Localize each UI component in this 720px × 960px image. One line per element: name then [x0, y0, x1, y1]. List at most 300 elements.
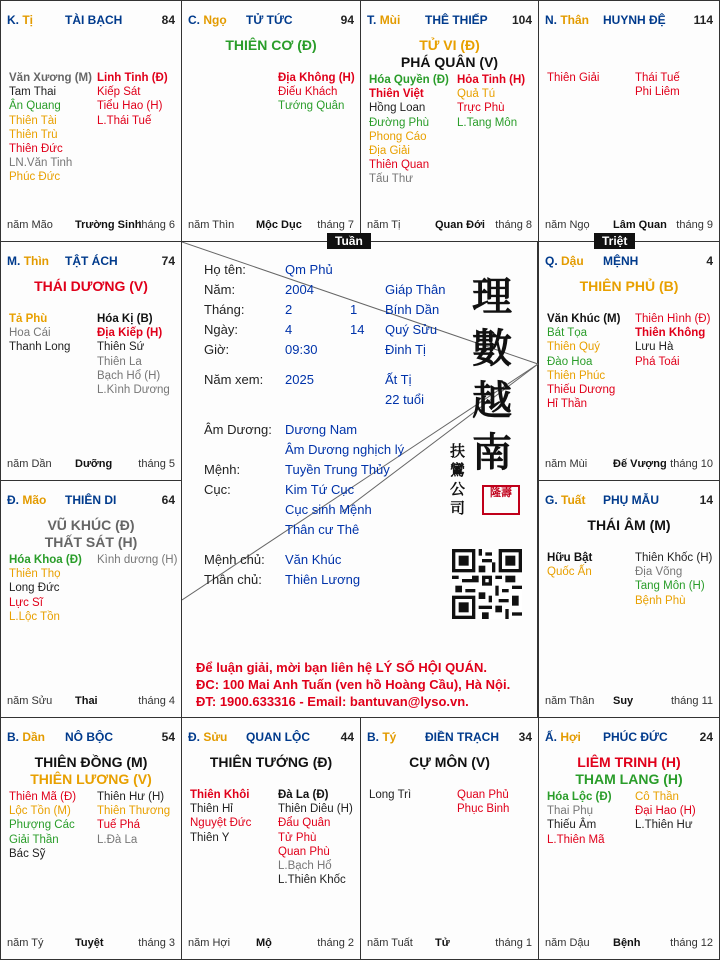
palace-stage: Suy — [613, 695, 634, 707]
minor-stars-left — [190, 788, 251, 845]
palace-name: TỬ TỨC — [246, 13, 293, 27]
palace-number: 44 — [340, 730, 354, 744]
palace-position — [545, 254, 584, 268]
contact-line-1: Để luận giải, mời bạn liên hệ LÝ SỐ HỘI QUÁN. — [196, 660, 487, 675]
menh-label: Mệnh: — [204, 462, 241, 477]
minor-stars-left — [369, 73, 449, 187]
minor-star: L.Thiên Mã — [547, 833, 605, 846]
minor-star: Thiên Sứ — [97, 341, 145, 354]
palace-mui — [360, 0, 539, 242]
palace-pos-letter: K. — [7, 13, 19, 27]
palace-year: năm Dậu — [545, 937, 590, 949]
seal-v3: 公 — [450, 481, 466, 498]
palace-name: MỆNH — [603, 254, 639, 268]
minor-star: Bệnh Phù — [635, 594, 686, 607]
month-can-chi: Bính Dần — [385, 302, 440, 317]
contact-line-2: ĐC: 100 Mai Anh Tuấn (ven hồ Hoàng Cầu), Hà Nội. — [196, 677, 511, 692]
contact-line-3: ĐT: 1900.633316 - Email: bantuvan@lyso.vn. — [196, 694, 469, 709]
palace-pos-letter: B. — [7, 730, 19, 744]
minor-star: Hóa Quyền (Đ) — [369, 74, 449, 86]
palace-pos-letter: T. — [367, 13, 377, 27]
main-star: THÁI ÂM (M) — [587, 517, 671, 533]
minor-stars-left — [9, 553, 82, 624]
palace-footer — [188, 219, 354, 233]
palace-pos-letter: Đ. — [188, 730, 200, 744]
main-stars — [1, 517, 181, 551]
palace-position — [188, 13, 227, 27]
palace-number: 94 — [340, 13, 354, 27]
palace-branch: Dậu — [561, 254, 584, 268]
main-star: LIÊM TRINH (H) — [577, 754, 681, 770]
palace-position — [545, 13, 589, 27]
minor-star: Thiên Khốc (H) — [635, 552, 713, 564]
minor-star: Phong Cáo — [369, 130, 427, 143]
main-star: PHÁ QUÂN (V) — [400, 54, 499, 70]
minor-star: Đà La (Đ) — [278, 789, 329, 801]
seal-char-1: 理 — [472, 273, 512, 320]
palace-name: THÊ THIẾP — [425, 13, 488, 27]
minor-star: Thiên Giải — [547, 72, 600, 84]
year-label: Năm: — [204, 282, 236, 297]
palace-name: THIÊN DI — [65, 493, 117, 507]
minor-stars-right — [457, 73, 525, 130]
palace-position — [367, 730, 396, 744]
minor-star: Thiên Quý — [547, 341, 601, 354]
day-label: Ngày: — [204, 322, 238, 337]
palace-position — [545, 730, 581, 744]
palace-name: HUYNH ĐỆ — [603, 13, 666, 27]
palace-stage: Tử — [435, 937, 450, 949]
palace-header — [545, 493, 713, 509]
palace-name: TẬT ÁCH — [65, 254, 118, 268]
palace-number: 84 — [161, 13, 175, 27]
main-star: THẤT SÁT (H) — [44, 534, 138, 550]
minor-star: Linh Tinh (Đ) — [97, 72, 168, 84]
minor-stars-right — [97, 790, 170, 847]
minor-star: Lộc Tồn (M) — [9, 805, 71, 818]
minor-star: Tướng Quân — [278, 100, 345, 113]
minor-star: L.Thái Tuế — [97, 114, 152, 127]
palace-stage: Tuyệt — [75, 937, 104, 949]
minor-stars-right — [97, 71, 168, 128]
minor-star: Thái Tuế — [635, 72, 680, 84]
minor-star: Kiếp Sát — [97, 86, 141, 99]
minor-star: Tử Phù — [278, 831, 317, 844]
minor-stars-right — [457, 788, 509, 816]
year-can-chi: Giáp Thân — [385, 282, 446, 297]
minor-stars-right — [97, 312, 170, 397]
minor-star: Thiên Việt — [369, 88, 424, 101]
palace-position — [367, 13, 400, 27]
main-star: THIÊN PHỦ (B) — [579, 278, 679, 294]
minor-stars-left — [547, 312, 620, 411]
palace-stage: Mộc Dục — [256, 219, 302, 231]
view-year-can-chi: Ất Tị — [385, 372, 412, 387]
minor-star: Lưu Hà — [635, 341, 674, 354]
person-name: Qm Phủ — [285, 262, 333, 277]
minor-star: Quả Tú — [457, 88, 496, 101]
minor-stars-left — [9, 790, 76, 861]
palace-branch: Tị — [22, 13, 34, 27]
than-cu: Thân cư Thê — [285, 522, 360, 537]
hour-label: Giờ: — [204, 342, 230, 357]
birth-month: 2 — [285, 302, 293, 317]
hour-can-chi: Đinh Tị — [385, 342, 426, 357]
palace-year: năm Tý — [7, 937, 44, 949]
minor-stars-left — [369, 788, 411, 802]
minor-stars-left — [547, 790, 612, 847]
palace-number: 64 — [161, 493, 175, 507]
palace-ty — [360, 717, 539, 960]
palace-stage: Trường Sinh — [75, 219, 142, 231]
minor-star: Thiên Hư (H) — [97, 791, 165, 803]
minor-star: Phục Binh — [457, 803, 510, 816]
palace-branch: Dần — [22, 730, 46, 744]
palace-dau — [538, 241, 720, 481]
palace-number: 24 — [699, 730, 713, 744]
palace-year: năm Dần — [7, 458, 52, 470]
palace-month: tháng 4 — [138, 695, 175, 707]
minor-star: Văn Khúc (M) — [547, 313, 621, 325]
palace-tuat — [538, 480, 720, 718]
name-label: Họ tên: — [204, 262, 246, 277]
palace-header — [545, 254, 713, 270]
palace-year: năm Hợi — [188, 937, 231, 949]
palace-position — [7, 13, 33, 27]
minor-star: Hỏa Tinh (H) — [457, 74, 526, 86]
minor-star: Thiên Không — [635, 327, 706, 340]
minor-star: L.Tang Môn — [457, 116, 518, 129]
minor-star: Thiên Thọ — [9, 568, 61, 581]
minor-star: Địa Kiếp (H) — [97, 327, 163, 340]
seal-char-4: 南 — [472, 429, 512, 476]
minor-star: Phi Liêm — [635, 86, 680, 99]
minor-stars-left — [9, 71, 92, 185]
minor-star: Quan Phù — [278, 845, 330, 858]
palace-month: tháng 12 — [670, 937, 713, 949]
minor-star: Địa Giải — [369, 145, 410, 158]
seal-vertical-text — [450, 442, 468, 518]
minor-star: Văn Xương (M) — [9, 72, 92, 84]
minor-star: L.Bạch Hổ — [278, 860, 332, 873]
red-stamp: 隆壽 — [482, 485, 520, 515]
seal-v2: 鸞 — [450, 462, 466, 479]
palace-dan — [0, 717, 182, 960]
palace-than — [538, 0, 720, 242]
palace-footer — [7, 219, 175, 233]
palace-month: tháng 5 — [138, 458, 175, 470]
palace-branch: Sửu — [203, 730, 228, 744]
minor-star: L.Lộc Tồn — [9, 610, 60, 623]
minor-star: Tuế Phá — [97, 819, 141, 832]
minor-star: Thiên Hỉ — [190, 803, 233, 816]
minor-stars-right — [278, 71, 355, 114]
palace-pos-letter: M. — [7, 254, 21, 268]
minor-star: Giải Thần — [9, 833, 59, 846]
menh: Tuyền Trung Thủy — [285, 462, 390, 477]
main-star: CỰ MÔN (V) — [409, 754, 490, 770]
palace-month: tháng 1 — [495, 937, 532, 949]
palace-branch: Tý — [382, 730, 397, 744]
minor-star: Thiên Mã (Đ) — [9, 791, 77, 803]
minor-stars-right — [97, 553, 177, 567]
palace-header — [7, 254, 175, 270]
amduong: Dương Nam — [285, 422, 358, 437]
palace-footer — [545, 219, 713, 233]
seal-char-2: 數 — [472, 325, 512, 372]
palace-pos-letter: C. — [188, 13, 200, 27]
palace-branch: Hợi — [560, 730, 581, 744]
center-panel — [181, 241, 538, 718]
main-star: THIÊN TƯỚNG (Đ) — [209, 754, 333, 770]
palace-footer — [7, 695, 175, 709]
main-star: THÁI DƯƠNG (V) — [34, 278, 148, 294]
palace-footer — [545, 458, 713, 472]
minor-star: Hóa Lộc (Đ) — [547, 791, 612, 803]
palace-number: 34 — [518, 730, 532, 744]
minor-star: Thiên Trù — [9, 128, 58, 141]
minor-star: Tả Phù — [9, 313, 48, 325]
main-stars — [182, 37, 360, 54]
minor-star: Trực Phù — [457, 102, 505, 115]
palace-month: tháng 7 — [317, 219, 354, 231]
birth-hour: 09:30 — [285, 342, 318, 357]
month-label: Tháng: — [204, 302, 245, 317]
minor-star: Thiên Hình (Đ) — [635, 313, 711, 325]
palace-footer — [7, 937, 175, 951]
birth-day-lunar: 14 — [350, 322, 365, 337]
minor-star: L.Thiên Khốc — [278, 874, 346, 887]
contact-note — [196, 659, 510, 710]
minor-stars-right — [635, 551, 712, 608]
minor-star: L.Đà La — [97, 833, 138, 846]
minor-star: Long Đức — [9, 582, 60, 595]
info-name-row — [204, 260, 246, 280]
palace-number: 114 — [693, 13, 713, 27]
palace-stage: Lâm Quan — [613, 219, 667, 231]
minor-stars-right — [635, 71, 680, 99]
palace-header — [545, 13, 713, 29]
main-stars — [182, 754, 360, 771]
minor-star: Thanh Long — [9, 341, 71, 354]
main-stars — [539, 278, 719, 295]
palace-position — [545, 493, 585, 507]
main-star: THIÊN LƯƠNG (V) — [30, 771, 152, 787]
qr-code — [452, 549, 522, 619]
palace-stage: Quan Đới — [435, 219, 485, 231]
main-stars — [1, 754, 181, 788]
palace-footer — [7, 458, 175, 472]
birth-month-lunar: 1 — [350, 302, 358, 317]
main-stars — [539, 754, 719, 788]
palace-branch: Ngọ — [203, 13, 227, 27]
palace-stage: Thai — [75, 695, 98, 707]
minor-star: Thiếu Dương — [547, 384, 616, 397]
minor-star: Hoa Cái — [9, 327, 51, 340]
minor-star: Hữu Bật — [547, 552, 593, 564]
minor-stars-left — [547, 71, 599, 85]
minor-star: Kình dương (H) — [97, 554, 178, 566]
minor-star: Hồng Loan — [369, 102, 426, 115]
main-stars — [361, 754, 538, 771]
palace-year: năm Tị — [367, 219, 401, 231]
amduong-label: Âm Dương: — [204, 422, 272, 437]
birth-day: 4 — [285, 322, 293, 337]
palace-pos-letter: Q. — [545, 254, 558, 268]
minor-star: Bát Tọa — [547, 327, 588, 340]
birth-year: 2004 — [285, 282, 314, 297]
minor-star: LN.Văn Tinh — [9, 157, 73, 170]
seal-v1: 扶 — [450, 443, 466, 460]
minor-star: Long Trì — [369, 789, 412, 801]
palace-footer — [545, 937, 713, 951]
palace-header — [367, 730, 532, 746]
palace-month: tháng 9 — [676, 219, 713, 231]
minor-star: Nguyệt Đức — [190, 817, 252, 830]
minor-star: Hóa Khoa (Đ) — [9, 554, 82, 566]
minor-star: Thiên Diêu (H) — [278, 803, 353, 816]
palace-number: 54 — [161, 730, 175, 744]
palace-header — [188, 13, 354, 29]
minor-star: Đại Hao (H) — [635, 805, 696, 818]
palace-footer — [545, 695, 713, 709]
palace-ngo — [181, 0, 361, 242]
minor-star: Đẩu Quân — [278, 817, 331, 830]
triet-tag: Triệt — [594, 233, 635, 249]
palace-pos-letter: N. — [545, 13, 557, 27]
palace-thin — [0, 241, 182, 481]
minor-star: Thiên Thương — [97, 805, 171, 818]
minor-star: Thiên Tài — [9, 114, 57, 127]
palace-branch: Thân — [560, 13, 590, 27]
palace-number: 74 — [161, 254, 175, 268]
main-star: THAM LANG (H) — [575, 771, 683, 787]
minor-star: Thiên Phúc — [547, 369, 606, 382]
minor-star: Địa Võng — [635, 566, 683, 579]
palace-branch: Mão — [22, 493, 47, 507]
palace-pos-letter: Đ. — [7, 493, 19, 507]
minor-star: Phượng Các — [9, 819, 75, 832]
palace-header — [545, 730, 713, 746]
minor-star: Lực Sĩ — [9, 596, 43, 609]
minor-star: Thiên Y — [190, 831, 230, 844]
palace-header — [367, 13, 532, 29]
minor-stars-right — [635, 790, 696, 833]
minor-star: Cô Thần — [635, 791, 679, 803]
palace-name: QUAN LỘC — [246, 730, 310, 744]
palace-hoi — [538, 717, 720, 960]
minor-star: Thiên Đức — [9, 143, 63, 156]
minor-stars-right — [635, 312, 710, 369]
palace-name: PHỤ MẪU — [603, 493, 659, 507]
minor-star: Thiên La — [97, 355, 142, 368]
minor-stars-left — [547, 551, 592, 579]
palace-month: tháng 2 — [317, 937, 354, 949]
minor-stars-right — [278, 788, 353, 887]
minor-star: Thiên Khôi — [190, 789, 250, 801]
palace-year: năm Mão — [7, 219, 53, 231]
palace-month: tháng 3 — [138, 937, 175, 949]
main-star: TỬ VI (Đ) — [419, 37, 480, 53]
minor-star: Tiểu Hao (H) — [97, 100, 163, 113]
minor-star: L.Kình Dương — [97, 384, 170, 397]
minor-star: Quốc Ấn — [547, 566, 592, 579]
palace-month: tháng 8 — [495, 219, 532, 231]
palace-header — [7, 13, 175, 29]
palace-year: năm Ngọ — [545, 219, 590, 231]
main-star: VŨ KHÚC (Đ) — [47, 517, 135, 533]
palace-footer — [367, 937, 532, 951]
amduong-note: Âm Dương nghịch lý — [285, 442, 405, 457]
day-can-chi: Quý Sửu — [385, 322, 438, 337]
minor-star: Ân Quang — [9, 100, 61, 113]
minor-star: Đường Phù — [369, 116, 429, 129]
palace-month: tháng 11 — [670, 695, 713, 707]
main-stars — [539, 517, 719, 534]
menhchu: Văn Khúc — [285, 552, 342, 567]
minor-star: Phúc Đức — [9, 171, 61, 184]
palace-position — [7, 730, 45, 744]
palace-number: 14 — [699, 493, 713, 507]
seal-char-3: 越 — [472, 377, 512, 424]
palace-pos-letter: B. — [367, 730, 379, 744]
cuc: Kim Tứ Cục — [285, 482, 355, 497]
minor-star: Thiên Quan — [369, 159, 430, 172]
palace-stage: Đế Vượng — [613, 458, 667, 470]
main-star: THIÊN CƠ (Đ) — [225, 37, 317, 53]
palace-name: ĐIỀN TRẠCH — [425, 730, 499, 744]
minor-star: L.Thiên Hư — [635, 819, 693, 832]
palace-suu — [181, 717, 361, 960]
seal-v4: 司 — [450, 500, 466, 517]
palace-year: năm Thân — [545, 695, 595, 707]
palace-year: năm Mùi — [545, 458, 588, 470]
palace-month: tháng 6 — [138, 219, 175, 231]
minor-star: Phá Toái — [635, 355, 680, 368]
palace-footer — [367, 219, 532, 233]
palace-stage: Mộ — [256, 937, 272, 949]
palace-number: 104 — [511, 13, 532, 27]
palace-year: năm Thìn — [188, 219, 235, 231]
menhchu-label: Mệnh chủ: — [204, 552, 265, 567]
palace-stage: Dưỡng — [75, 458, 113, 470]
minor-star: Bác Sỹ — [9, 847, 46, 860]
cuc-note: Cục sinh Mệnh — [285, 502, 372, 517]
minor-star: Bạch Hổ (H) — [97, 369, 161, 382]
minor-star: Thiếu Âm — [547, 819, 597, 832]
view-year: 2025 — [285, 372, 314, 387]
palace-position — [7, 493, 46, 507]
minor-star: Địa Không (H) — [278, 72, 355, 84]
palace-mao — [0, 480, 182, 718]
minor-star: Hỉ Thần — [547, 398, 588, 411]
palace-name: TÀI BẠCH — [65, 13, 123, 27]
palace-pos-letter: G. — [545, 493, 558, 507]
palace-number: 4 — [706, 254, 713, 268]
palace-year: năm Sửu — [7, 695, 53, 707]
palace-name: PHÚC ĐỨC — [603, 730, 668, 744]
minor-star: Hóa Kị (B) — [97, 313, 153, 325]
minor-star: Tấu Thư — [369, 173, 413, 186]
minor-stars-left — [9, 312, 70, 355]
palace-name: NÔ BỘC — [65, 730, 113, 744]
view-year-label: Năm xem: — [204, 372, 264, 387]
palace-footer — [188, 937, 354, 951]
minor-star: Tam Thai — [9, 86, 57, 99]
age: 22 tuổi — [385, 392, 425, 407]
tuan-tag: Tuần — [327, 233, 371, 249]
cuc-label: Cục: — [204, 482, 231, 497]
